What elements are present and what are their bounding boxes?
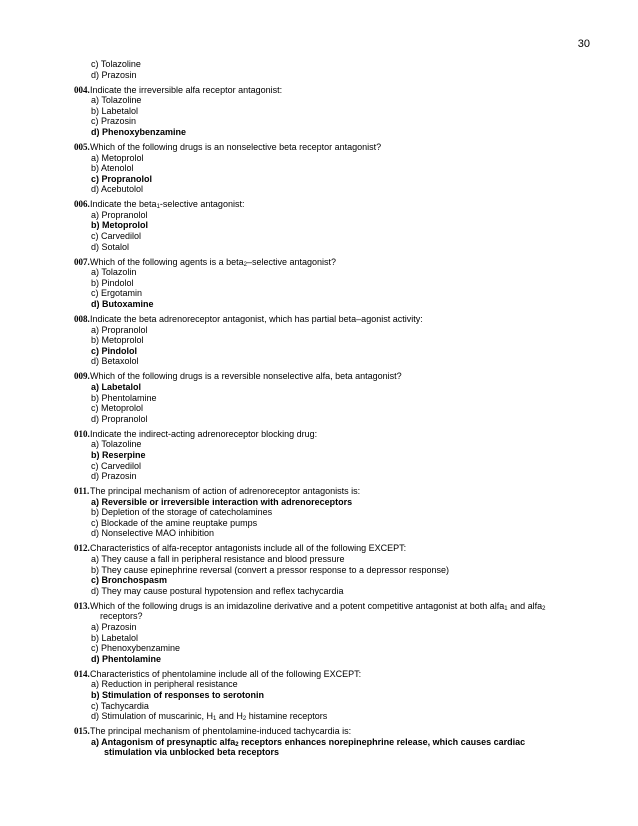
question-text: Characteristics of alfa-receptor antagonists include all of the following EXCEPT: xyxy=(90,543,407,554)
option-text: b) They cause epinephrine reversal (convert a pressor response to a depressor response) xyxy=(91,564,450,575)
answer-option xyxy=(74,701,592,712)
question-text: Indicate the beta$_1$-selective antagonist: xyxy=(90,199,245,211)
option-text: a) Antagonism of presynaptic alfa$_2$ receptors enhances norepinephrine release, which causes cardiac xyxy=(91,736,526,748)
question-number: 007. xyxy=(74,256,90,267)
correct-answer-option xyxy=(74,127,592,138)
question-text: The principal mechanism of phentolamine-induced tachycardia is: xyxy=(90,726,352,737)
subscript: 2 xyxy=(243,261,247,268)
answer-option xyxy=(74,622,592,633)
question-stem xyxy=(74,486,592,497)
option-text: a) They cause a fall in peripheral resistance and blood pressure xyxy=(91,554,345,565)
question-number: 014. xyxy=(74,668,90,679)
answer-option xyxy=(74,278,592,289)
page-number: 30 xyxy=(577,38,590,50)
correct-answer-option xyxy=(74,346,592,357)
answer-option xyxy=(74,633,592,644)
question-stem xyxy=(74,726,592,737)
answer-option xyxy=(74,528,592,539)
question-number: 009. xyxy=(74,371,90,382)
option-text: b) Metoprolol xyxy=(91,335,144,346)
option-text: a) Propranolol xyxy=(91,324,148,335)
answer-option xyxy=(74,153,592,164)
question-stem xyxy=(74,314,592,325)
question-stem xyxy=(74,85,592,96)
subscript: 1 xyxy=(156,204,160,211)
option-text: b) Depletion of the storage of catecholamines xyxy=(91,507,273,518)
correct-answer-option xyxy=(74,382,592,393)
option-text: d) Sotalol xyxy=(91,241,130,252)
question-block xyxy=(74,199,592,252)
question-number: 011. xyxy=(74,486,90,497)
question-block xyxy=(74,486,592,539)
question-block xyxy=(74,669,592,722)
answer-option xyxy=(74,163,592,174)
answer-option xyxy=(74,518,592,529)
question-block xyxy=(74,726,592,758)
answer-option xyxy=(74,679,592,690)
question-number: 006. xyxy=(74,199,90,210)
question-stem xyxy=(74,199,592,210)
option-text: d) Butoxamine xyxy=(91,299,154,310)
answer-option xyxy=(74,95,592,106)
option-text: d) Propranolol xyxy=(91,413,148,424)
option-text: a) Propranolol xyxy=(91,209,148,220)
question-stem xyxy=(74,543,592,554)
question-number: 013. xyxy=(74,600,90,611)
question-block xyxy=(74,429,592,482)
answer-option xyxy=(74,210,592,221)
question-text-continued: receptors? xyxy=(100,611,143,622)
answer-option xyxy=(74,116,592,127)
option-text: b) Labetalol xyxy=(91,105,139,116)
option-text: d) Acebutolol xyxy=(91,184,144,195)
answer-option xyxy=(74,711,592,722)
question-stem xyxy=(74,429,592,440)
question-block xyxy=(74,371,592,424)
option-text: d) Nonselective MAO inhibition xyxy=(91,528,215,539)
question-block xyxy=(74,85,592,138)
answer-option xyxy=(74,393,592,404)
option-text: b) Atenolol xyxy=(91,163,134,174)
option-text: c) Bronchospasm xyxy=(91,575,168,586)
question-block xyxy=(74,257,592,310)
question-text: The principal mechanism of action of adrenoreceptor antagonists is: xyxy=(90,486,361,497)
question-text: Which of the following drugs is an imidazoline derivative and a potent competitive antagonist at both alfa$_1$ and alfa$_2$ xyxy=(90,600,546,612)
question-number: 004. xyxy=(74,84,90,95)
answer-option xyxy=(74,325,592,336)
option-text: d) Phentolamine xyxy=(91,653,162,664)
option-text: c) Carvedilol xyxy=(91,231,142,242)
answer-option xyxy=(74,242,592,253)
option-text: c) Metoprolol xyxy=(91,403,144,414)
answer-option xyxy=(74,461,592,472)
question-text: Which of the following drugs is an nonselective beta receptor antagonist? xyxy=(90,141,382,152)
option-text: b) Stimulation of responses to serotonin xyxy=(91,689,265,700)
answer-option xyxy=(74,267,592,278)
question-list xyxy=(74,59,592,758)
option-text: a) Tolazolin xyxy=(91,267,137,278)
subscript: 1 xyxy=(504,605,508,612)
answer-option xyxy=(74,414,592,425)
answer-option xyxy=(74,507,592,518)
option-text: a) Reduction in peripheral resistance xyxy=(91,679,238,690)
option-text: d) Stimulation of muscarinic, $H_1$ and $H_2$ histamine receptors xyxy=(91,711,328,723)
answer-option xyxy=(74,643,592,654)
option-text: a) Prazosin xyxy=(91,622,137,632)
option-text: a) Labetalol xyxy=(91,381,142,392)
correct-answer-option xyxy=(74,737,592,758)
option-text: b) Metoprolol xyxy=(91,220,148,231)
correct-answer-option xyxy=(74,450,592,461)
question-stem xyxy=(74,601,592,622)
correct-answer-option xyxy=(74,575,592,586)
correct-answer-option xyxy=(74,299,592,310)
option-text: a) Tolazoline xyxy=(91,95,142,106)
option-text: c) Phenoxybenzamine xyxy=(91,643,181,654)
correct-answer-option xyxy=(74,220,592,231)
question-number: 015. xyxy=(74,726,90,737)
question-text: Characteristics of phentolamine include all of the following EXCEPT: xyxy=(90,668,362,679)
option-text: b) Phentolamine xyxy=(91,392,157,403)
correct-answer-option xyxy=(74,497,592,508)
question-block xyxy=(74,142,592,195)
answer-option xyxy=(74,439,592,450)
subscript: 2 xyxy=(235,741,239,748)
option-text: d) Prazosin xyxy=(91,471,137,482)
question-text: Which of the following agents is a beta$_2$–selective antagonist? xyxy=(90,256,336,268)
option-text: a) Reversible or irreversible interaction with adrenoreceptors xyxy=(91,496,353,507)
question-number: 005. xyxy=(74,141,90,152)
subscript: 2 xyxy=(242,716,247,723)
correct-answer-option xyxy=(74,690,592,701)
answer-option xyxy=(74,471,592,482)
option-text: a) Tolazoline xyxy=(91,439,142,450)
option-text: d) Phenoxybenzamine xyxy=(91,126,187,137)
question-block xyxy=(74,314,592,367)
option-text: b) Pindolol xyxy=(91,277,134,288)
option-text: b) Reserpine xyxy=(91,449,146,460)
question-text: Which of the following drugs is a reversible nonselective alfa, beta antagonist? xyxy=(90,371,402,382)
answer-option xyxy=(74,565,592,576)
answer-option xyxy=(74,184,592,195)
correct-answer-option xyxy=(74,654,592,665)
answer-option: c) Tolazoline xyxy=(91,59,141,69)
option-text: c) Blockade of the amine reuptake pumps xyxy=(91,517,258,528)
question-block xyxy=(74,601,592,665)
option-text: c) Tachycardia xyxy=(91,700,149,711)
question-text: Indicate the irreversible alfa receptor antagonist: xyxy=(90,84,283,95)
question-number: 008. xyxy=(74,314,90,325)
option-text: a) Metoprolol xyxy=(91,152,144,163)
answer-option xyxy=(74,356,592,367)
option-text: c) Ergotamin xyxy=(91,288,143,299)
question-stem xyxy=(74,257,592,268)
option-text: b) Labetalol xyxy=(91,632,139,643)
answer-option xyxy=(74,106,592,117)
option-text: d) They may cause postural hypotension and reflex tachycardia xyxy=(91,585,344,596)
correct-answer-option xyxy=(74,174,592,185)
option-text-continued: stimulation via unblocked beta receptors xyxy=(104,747,280,758)
answer-option xyxy=(74,335,592,346)
answer-option xyxy=(74,586,592,597)
question-number: 012. xyxy=(74,543,90,554)
answer-option xyxy=(74,554,592,565)
question-block xyxy=(74,543,592,596)
question-text: Indicate the indirect-acting adrenoreceptor blocking drug: xyxy=(90,428,318,439)
continued-options xyxy=(74,59,592,80)
subscript: 1 xyxy=(213,716,217,723)
option-text: c) Prazosin xyxy=(91,116,137,127)
subscript: 2 xyxy=(542,605,546,612)
question-stem xyxy=(74,669,592,680)
option-text: c) Propranolol xyxy=(91,173,153,184)
answer-option xyxy=(74,288,592,299)
question-text: Indicate the beta adrenoreceptor antagonist, which has partial beta–agonist activity: xyxy=(90,314,423,325)
answer-option: d) Prazosin xyxy=(91,69,137,80)
question-stem xyxy=(74,371,592,382)
question-stem xyxy=(74,142,592,153)
option-text: c) Pindolol xyxy=(91,345,137,356)
option-text: c) Carvedilol xyxy=(91,460,142,471)
option-text: d) Betaxolol xyxy=(91,356,139,367)
answer-option xyxy=(74,231,592,242)
answer-option xyxy=(74,403,592,414)
question-number: 010. xyxy=(74,428,90,439)
